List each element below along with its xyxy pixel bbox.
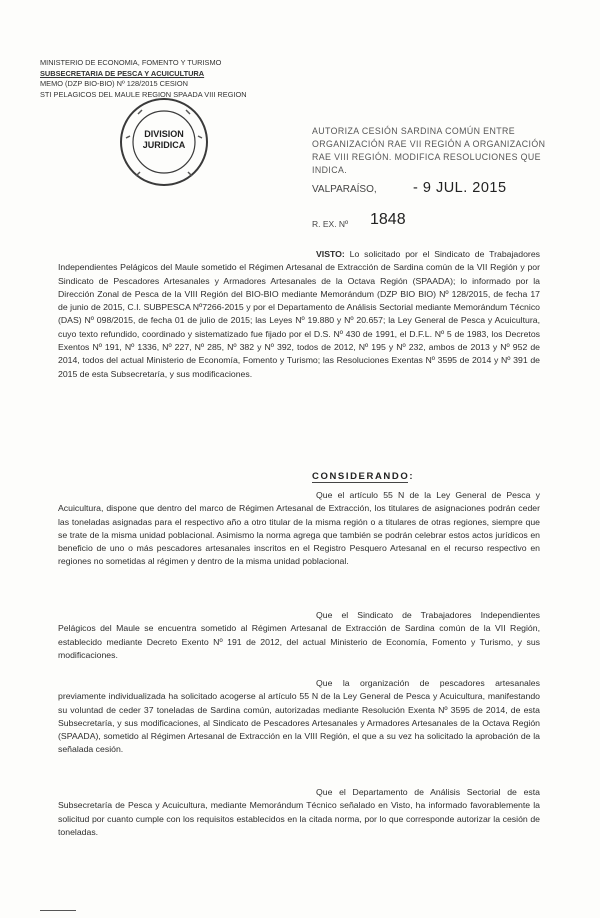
considerando-paragraph-3 — [58, 677, 540, 757]
considerando-text-2: Que el Sindicato de Trabajadores Independientes Pelágicos del Maule se encuentra sometido al Régimen Artesanal de Extracción de Sardina común de la VII Región, establecido mediante Decreto Exento Nº 191 de 2012, del actual Ministerio de Economía, Fomento y Turismo, y sus modificaciones. — [58, 610, 540, 660]
considerando-text-1: Que el artículo 55 N de la Ley General de Pesca y Acuicultura, dispone que dentro del marco de Régimen Artesanal de Extracción, los titulares de asignaciones podrán ceder las toneladas asignadas para el respectivo año a otro titular de la misma región o a titulares de otras regiones, siempre que se trate de la misma unidad poblacional. Asimismo la norma agrega que también se podrán celebrar estos actos jurídicos en beneficio de uno o más pescadores artesanales inscritos en el Registro Pesquero Artesanal en el recurso respectivo en regiones no sometidas al régimen y dentro de la misma unidad poblacional. — [58, 490, 540, 567]
rex-label: R. EX. Nº — [312, 219, 349, 229]
resolution-date: - 9 JUL. 2015 — [413, 180, 507, 196]
visto-text: Lo solicitado por el Sindicato de Trabajadores Independientes Pelágicos del Maule sometido el Régimen Artesanal de Extracción de Sardina común de la VII Región y por Sindicato de Pescadores Artesanales y Armadores Artesanales de la Octava Región (SPAADA); lo informado por la Dirección Zonal de Pesca de la VIII Región del BIO-BIO mediante Memorándum (DZP BIO BIO) Nº 128/2015, de fecha 17 de junio de 2015, C.I. SUBPESCA Nº7266-2015 y por el Departamento de Análisis Sectorial mediante Memorándum Técnico (DAS) Nº 098/2015, de fecha 01 de julio de 2015; las Leyes Nº 19.880 y Nº 20.657; la Ley General de Pesca y Acuicultura, cuyo texto refundido, coordinado y sistematizado fue fijado por el D.S. Nº 430 de 1991, el D.F.L. Nº 5 de 1983, los Decretos Exentos Nº 191, Nº 1336, Nº 227, Nº 285, Nº 382 y Nº 392, todos de 2012, Nº 195 y Nº 232, ambos de 2013 y Nº 952 de 2014, todos del actual Ministerio de Economía, Fomento y Turismo; las Resoluciones Exentas Nº 3595 de 2014 y Nº 391 de 2015 de esta Subsecretaría, y sus modificaciones. — [58, 249, 540, 379]
header-ministry: MINISTERIO DE ECONOMIA, FOMENTO Y TURISMO — [40, 58, 222, 67]
ministry-header — [40, 58, 247, 100]
considerando-paragraph-4 — [58, 786, 540, 839]
considerando-heading: CONSIDERANDO: — [312, 471, 415, 482]
visto-paragraph — [58, 248, 540, 381]
visto-label: VISTO: — [316, 249, 345, 259]
footer-divider — [40, 910, 76, 911]
considerando-text-3: Que la organización de pescadores artesanales previamente individualizada ha solicitado acogerse al artículo 55 N de la Ley General de Pesca y Acuicultura, manifestando su voluntad de ceder 37 toneladas de Sardina común, autorizadas mediante Resolución Exenta Nº 3595 de 2014, de esta Subsecretaría, y sus modificaciones, al Sindicato de Pescadores Artesanales y Armadores Artesanales de la Octava Región (SPAADA), sometido al Régimen Artesanal de Extracción en la VIII Región, el que a su vez ha solicitado la aprobación de la señalada cesión. — [58, 678, 540, 755]
resolution-title: AUTORIZA CESIÓN SARDINA COMÚN ENTRE ORGANIZACIÓN RAE VII REGIÓN A ORGANIZACIÓN RAE VIII REGIÓN. MODIFICA RESOLUCIONES QUE INDICA. — [312, 126, 546, 175]
stamp-line-juridica: JURIDICA — [142, 140, 186, 150]
considerando-paragraph-1 — [58, 489, 540, 569]
considerando-paragraph-2 — [58, 609, 540, 662]
header-subsecretaria: SUBSECRETARIA DE PESCA Y ACUICULTURA — [40, 68, 205, 78]
division-juridica-stamp — [118, 96, 210, 188]
resolution-number: 1848 — [370, 211, 406, 228]
stamp-line-division: DIVISION — [144, 129, 184, 139]
header-memo: MEMO (DZP BIO-BIO) Nº 128/2015 CESION — [40, 79, 188, 88]
header-reference: STI PELAGICOS DEL MAULE REGION SPAADA VIII REGION — [40, 89, 247, 99]
considerando-text-4: Que el Departamento de Análisis Sectorial de esta Subsecretaría de Pesca y Acuicultura, mediante Memorándum Técnico señalado en Visto, ha informado favorablemente la solicitud por cuanto cumple con los requisitos establecidos en la citada norma, por lo que corresponde autorizar la cesión de toneladas. — [58, 787, 540, 837]
stamp-label — [118, 129, 210, 151]
place-label: VALPARAÍSO, — [312, 184, 377, 195]
